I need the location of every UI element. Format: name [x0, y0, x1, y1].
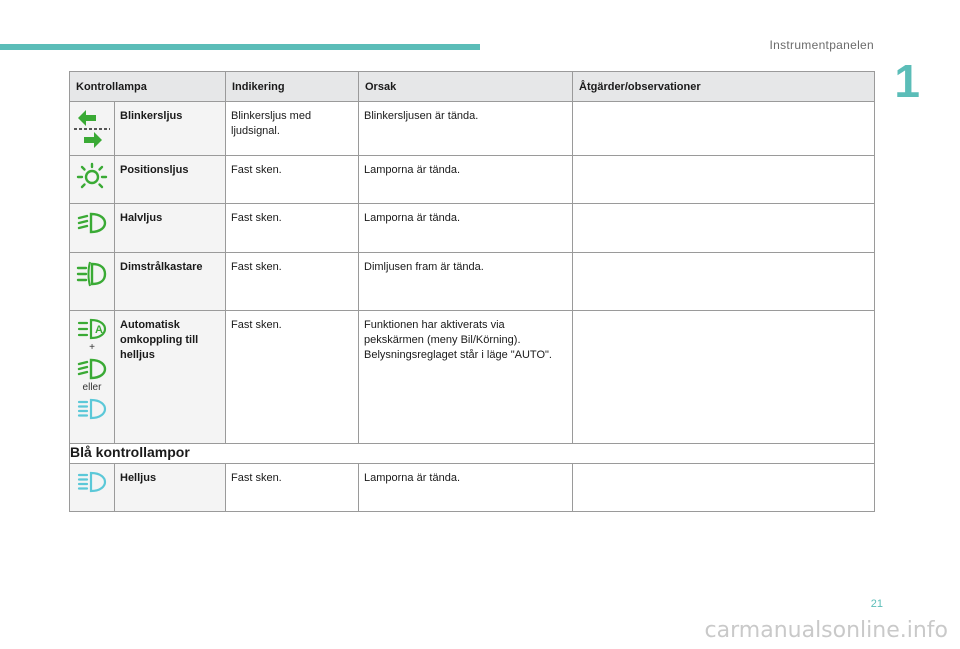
position-lights-icon: [74, 162, 110, 192]
lamp-cause: Lamporna är tända.: [359, 204, 573, 253]
lamp-indication: Fast sken.: [226, 311, 359, 444]
low-beam-green-icon: [75, 357, 109, 381]
lamp-action: [573, 464, 875, 512]
lamp-action: [573, 253, 875, 311]
warning-lamps-table: [69, 71, 875, 512]
header-kontrollampa: Kontrollampa: [70, 72, 226, 102]
table-row: [70, 204, 875, 253]
icon-cell: [70, 156, 115, 204]
lamp-name: Positionsljus: [115, 156, 226, 204]
lamp-action: [573, 311, 875, 444]
lamp-action: [573, 156, 875, 204]
high-beam-blue-icon: [75, 397, 109, 421]
lamp-indication: Blinkersljus med ljudsignal.: [226, 102, 359, 156]
table-row: [70, 102, 875, 156]
lamp-action: [573, 102, 875, 156]
lamp-indication: Fast sken.: [226, 156, 359, 204]
table-row: [70, 156, 875, 204]
svg-text:A: A: [95, 324, 103, 336]
high-beam-icon: [75, 470, 109, 494]
table-row: [70, 311, 875, 444]
lamp-name: Dimstrålkastare: [115, 253, 226, 311]
lamp-cause: Blinkersljusen är tända.: [359, 102, 573, 156]
icon-cell: [70, 311, 115, 444]
lamp-name: Automatisk omkoppling till helljus: [115, 311, 226, 444]
header-accent-bar: [0, 44, 480, 50]
header-atgarder: Åtgärder/observationer: [573, 72, 875, 102]
lamp-name: Blinkersljus: [115, 102, 226, 156]
low-beam-icon: [75, 210, 109, 236]
icon-cell: [70, 253, 115, 311]
icon-cell: [70, 102, 115, 156]
watermark: carmanualsonline.info: [704, 618, 948, 643]
lamp-indication: Fast sken.: [226, 253, 359, 311]
lamp-cause: Dimljusen fram är tända.: [359, 253, 573, 311]
chapter-number: 1: [894, 55, 920, 107]
blue-lamps-section-title: Blå kontrollampor: [70, 444, 875, 464]
table-row: [70, 253, 875, 311]
lamp-cause: Lamporna är tända.: [359, 156, 573, 204]
lamp-name: Halvljus: [115, 204, 226, 253]
dipped-beam-icon: [75, 259, 109, 289]
page-number: 21: [870, 598, 883, 610]
lamp-indication: Fast sken.: [226, 204, 359, 253]
header-orsak: Orsak: [359, 72, 573, 102]
lamp-indication: Fast sken.: [226, 464, 359, 512]
header-indikering: Indikering: [226, 72, 359, 102]
connector-plus: +: [89, 342, 95, 353]
lamp-cause: Lamporna är tända.: [359, 464, 573, 512]
section-header-row: [70, 444, 875, 464]
icon-cell: [70, 464, 115, 512]
turn-signals-icon: [72, 108, 112, 148]
lamp-name: Helljus: [115, 464, 226, 512]
lamp-action: [573, 204, 875, 253]
icon-cell: [70, 204, 115, 253]
auto-headlamp-icon: [75, 317, 109, 341]
table-header-row: [70, 72, 875, 102]
connector-or: eller: [82, 382, 102, 393]
table-row: [70, 464, 875, 512]
section-title: Instrumentpanelen: [769, 38, 874, 52]
lamp-cause: Funktionen har aktiverats via pekskärmen (meny Bil/Körning). Belysningsreglaget står i läge "AUTO".: [359, 311, 573, 444]
